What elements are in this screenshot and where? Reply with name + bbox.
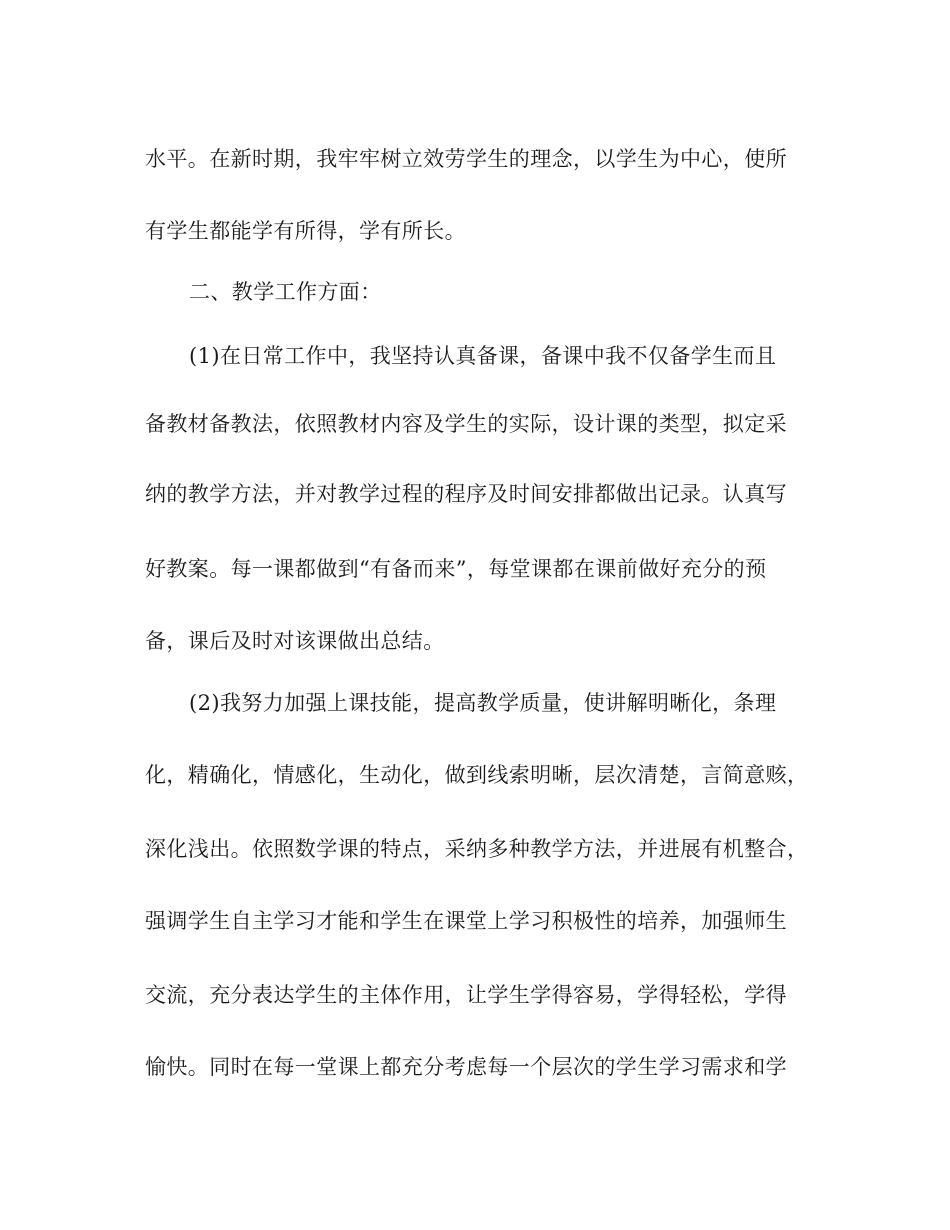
text-line-1: 水平。在新时期，我牢牢树立效劳学生的理念，以学生为中心，使所 xyxy=(145,147,787,171)
paragraph-2-line-4: 强调学生自主学习才能和学生在课堂上学习积极性的培养，加强师生 xyxy=(145,909,787,933)
paragraph-1-line-2: 备教材备教法，依照教材内容及学生的实际，设计课的类型，拟定采 xyxy=(145,412,787,436)
paragraph-2-line-3: 深化浅出。依照数学课的特点，采纳多种教学方法，并进展有机整合， xyxy=(145,837,809,861)
text-line-2: 有学生都能学有所得，学有所长。 xyxy=(145,219,466,243)
paragraph-2-line-6: 愉快。同时在每一堂课上都充分考虑每一个层次的学生学习需求和学 xyxy=(145,1055,787,1079)
paragraph-2-line-2: 化，精确化，情感化，生动化，做到线索明晰，层次清楚，言简意赅， xyxy=(145,763,809,787)
paragraph-2-line-1: (2)我努力加强上课技能，提高教学质量，使讲解明晰化，条理 xyxy=(189,691,777,715)
paragraph-1-line-4: 好教案。每一课都做到“有备而来”，每堂课都在课前做好充分的预 xyxy=(145,557,767,581)
paragraph-1-line-1: (1)在日常工作中，我坚持认真备课，备课中我不仅备学生而且 xyxy=(189,344,777,368)
section-heading: 二、教学工作方面： xyxy=(189,280,382,304)
paragraph-1-line-5: 备，课后及时对该课做出总结。 xyxy=(145,629,445,653)
paragraph-1-line-3: 纳的教学方法，并对教学过程的程序及时间安排都做出记录。认真写 xyxy=(145,482,787,506)
paragraph-2-line-5: 交流，充分表达学生的主体作用，让学生学得容易，学得轻松，学得 xyxy=(145,983,787,1007)
